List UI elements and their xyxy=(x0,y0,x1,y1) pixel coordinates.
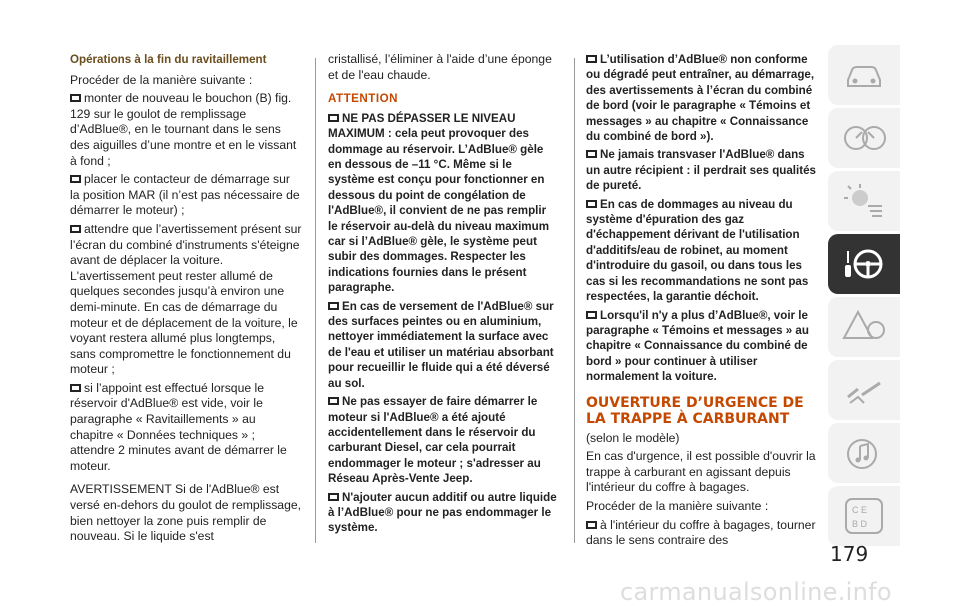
list-item: En cas de dommages au niveau du système d'épuration des gaz d'échappement dérivant de l'utilisation d'additifs/eau de robinet, au moment d'introduire du gasoil, ou dans tous les cas si les recommandations ne sont pas respectées, la garantie déchoit. xyxy=(586,197,809,304)
subsection-title: Opérations à la fin du ravitaillement xyxy=(70,53,267,66)
bullet-icon xyxy=(586,200,597,208)
tab-lights[interactable] xyxy=(828,171,900,231)
page-number: 179 xyxy=(830,542,869,566)
column-divider xyxy=(574,58,575,543)
column-1 xyxy=(70,52,302,548)
list-item: monter de nouveau le bouchon (B) fig. 129 sur le goulot de remplissage d’AdBlue®, en le tournant dans le sens des aiguilles d’une montre et en le vissant à fond ; xyxy=(70,91,297,168)
bullet-icon xyxy=(70,384,81,392)
tab-gauges[interactable] xyxy=(828,108,900,168)
list-item: attendre que l’avertissement présent sur l’écran du combiné d'instruments s'éteigne avant de déplacer la voiture. L'avertissement peut rester allumé de quelques secondes jusqu’à environ une demi-minute. En cas de démarrage du moteur et de déplacement de la voiture, le voyant restera allumé plus longtemps, sans compromettre le fonctionnement du moteur ; xyxy=(70,221,302,377)
starting-driving-icon xyxy=(840,243,888,285)
list-item: NE PAS DÉPASSER LE NIVEAU MAXIMUM : cela peut provoquer des dommage au réservoir. L’AdBlue® gèle en dessous de –11 °C. Même si le système est conçu pour fonctionner en dessous du point de congélation de l'AdBlue®, il convient de ne pas remplir le réservoir au-delà du niveau maximum car si l’AdBlue® gèle, le système peut subir des dommages. Respecter les indications fournies dans le présent paragraphe. xyxy=(328,111,550,295)
svg-text:C E: C E xyxy=(852,505,868,515)
column-divider xyxy=(315,58,316,543)
bullet-icon xyxy=(70,225,81,233)
bullet-icon xyxy=(70,175,81,183)
list-item: Ne jamais transvaser l'AdBlue® dans un autre récipient : il perdrait ses qualités de pureté. xyxy=(586,148,817,193)
svg-text:B D: B D xyxy=(852,519,868,529)
warning-paragraph: AVERTISSEMENT Si de l'AdBlue® est versé en-dehors du goulot de remplissage, bien nettoyer la zone puis remplir de nouveau. Si le liquide s'est xyxy=(70,482,302,544)
tab-maintenance[interactable] xyxy=(828,360,900,420)
continued-text: cristallisé, l’éliminer à l'aide d’une éponge et de l'eau chaude. xyxy=(328,52,552,82)
lights-icon xyxy=(840,180,888,222)
list-item: Lorsqu'il n'y a plus d’AdBlue®, voir le paragraphe « Témoins et messages » au chapitre « Connaissance du combiné de bord » pour continuer à utiliser normalement la voiture. xyxy=(586,308,809,384)
section-subtitle: (selon le modèle) xyxy=(586,430,680,445)
tab-starting-driving[interactable] xyxy=(828,234,900,294)
bullet-icon xyxy=(586,150,597,158)
bullet-icon xyxy=(328,493,339,501)
section-title: OUVERTURE D’URGENCE DE LA TRAPPE À CARBURANT xyxy=(586,394,804,427)
index-icon xyxy=(840,495,888,537)
bullet-icon xyxy=(586,311,597,319)
gauges-icon xyxy=(840,117,888,159)
warning-triangle-icon xyxy=(840,306,888,348)
tab-car[interactable] xyxy=(828,45,900,105)
maintenance-icon xyxy=(840,369,888,411)
attention-label: ATTENTION xyxy=(328,92,398,106)
multimedia-icon xyxy=(840,432,888,474)
bullet-icon xyxy=(70,94,81,102)
tab-index[interactable] xyxy=(828,486,900,546)
intro-text: Procéder de la manière suivante : xyxy=(586,498,769,513)
tab-multimedia[interactable] xyxy=(828,423,900,483)
list-item: N'ajouter aucun additif ou autre liquide à l’AdBlue® pour ne pas endommager le système. xyxy=(328,490,557,535)
section-text: En cas d'urgence, il est possible d'ouvrir la trappe à carburant en agissant depuis l'intérieur du coffre à bagages. xyxy=(586,449,816,495)
list-item: placer le contacteur de démarrage sur la position MAR (il n’est pas nécessaire de démarrer le moteur) ; xyxy=(70,172,300,218)
car-icon xyxy=(840,54,888,96)
list-item: Ne pas essayer de faire démarrer le moteur si l'AdBlue® a été ajouté accidentellement dans le réservoir du carburant Diesel, car cela pourrait endommager le moteur ; s'adresser au Réseau Après-Vente Jeep. xyxy=(328,395,541,486)
bullet-icon xyxy=(328,302,339,310)
tab-warning[interactable] xyxy=(828,297,900,357)
bullet-icon xyxy=(328,397,339,405)
list-item: à l'intérieur du coffre à bagages, tourner dans le sens contraire des xyxy=(586,517,816,548)
bullet-icon xyxy=(586,521,597,529)
list-item: si l’appoint est effectué lorsque le réservoir d'AdBlue® est vide, voir le paragraphe « Ravitaillements » au chapitre « Données techniques » ; attendre 2 minutes avant de démarrer le moteur. xyxy=(70,380,287,473)
bullet-icon xyxy=(586,55,597,63)
list-item: L’utilisation d’AdBlue® non conforme ou dégradé peut entraîner, au démarrage, des avertissements à l’écran du combiné de bord (voir le paragraphe « Témoins et messages » au chapitre « Connaissance du combiné de bord »). xyxy=(586,53,815,144)
column-2 xyxy=(328,52,558,539)
column-3 xyxy=(586,52,818,552)
watermark: carmanualsonline.info xyxy=(620,578,892,606)
list-item: En cas de versement de l'AdBlue® sur des surfaces peintes ou en aluminium, nettoyer immédiatement la surface avec de l'eau et utiliser un matériau absorbant pour recueillir le fluide qui a été déversé au sol. xyxy=(328,299,554,390)
intro-text: Procéder de la manière suivante : xyxy=(70,72,253,87)
bullet-icon xyxy=(328,114,339,122)
